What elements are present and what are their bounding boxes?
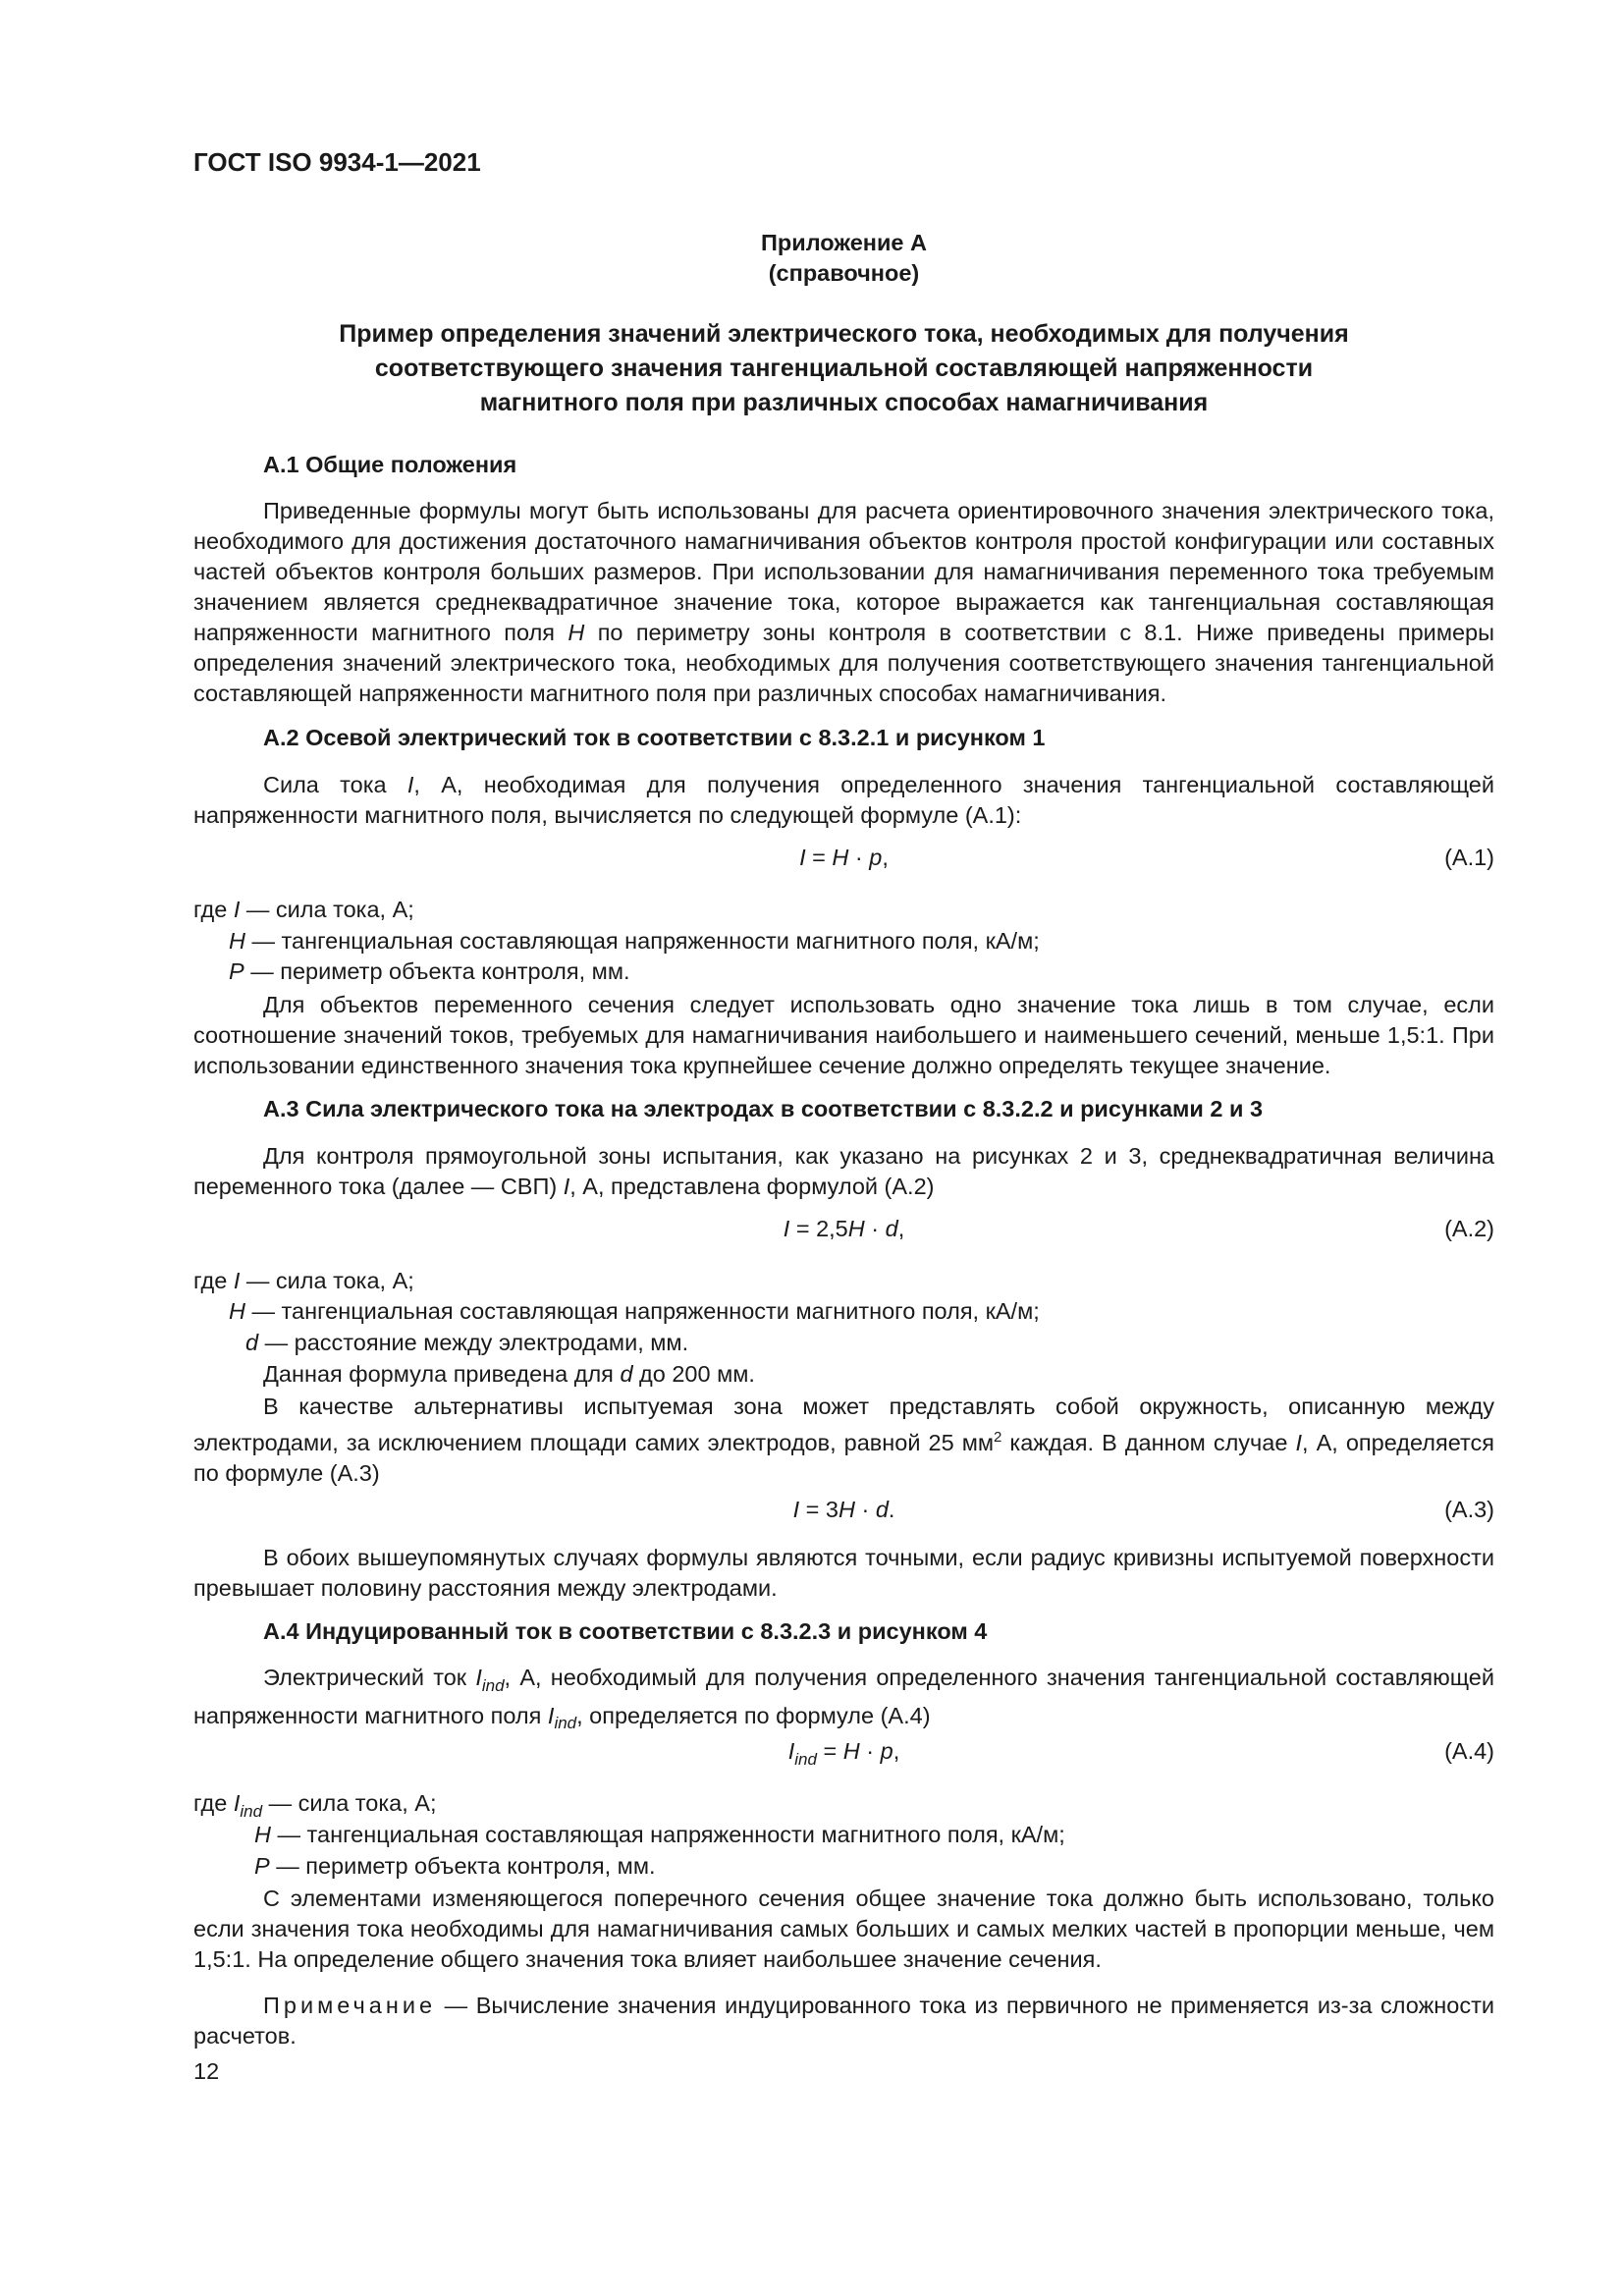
section-heading-a3: А.3 Сила электрического тока на электродах в соответствии с 8.3.2.2 и рисунками 2 и 3 [263,1096,1264,1121]
equation-number-a2: (А.2) [1444,1216,1494,1241]
where-item-p: P — периметр объекта контроля, мм. [229,958,630,984]
where-item-i-a3: где I — сила тока, А; [193,1268,414,1293]
paragraph-a2-2: Для объектов переменного сечения следует использовать одно значение тока лишь в том случае, если соотношение значений токов, требуемых для намагничивания наибольшего и наименьшего сечений, меньше 1,5:1. При использовании единственного значения тока крупнейшее сечение должно определять текущее значение. [193,992,1494,1078]
appendix-title-line-2: соответствующего значения тангенциальной составляющей напряженности [374,355,1314,382]
paragraph-a3-4: В обоих вышеупомянутых случаях формулы являются точными, если радиус кривизны испытуемой поверхности превышает половину расстояния между электродами. [193,1545,1494,1601]
where-item-iind: где $I_{ind}$ — сила тока, А; [193,1790,437,1821]
where-item-h: H — тангенциальная составляющая напряженности магнитного поля, кА/м; [229,928,1040,954]
where-item-h-a3: H — тангенциальная составляющая напряженности магнитного поля, кА/м; [229,1298,1040,1324]
equation-number-a4: (А.4) [1444,1738,1494,1764]
paragraph-a4-2: С элементами изменяющегося поперечного сечения общее значение тока должно быть использовано, только если значения тока необходимы для намагничивания самых больших и самых мелких частей в пропорции меньше, чем 1,5:1. На определение общего значения тока влияет наибольшее значение сечения. [193,1886,1494,1972]
where-item-h-a4: H — тангенциальная составляющая напряженности магнитного поля, кА/м; [254,1822,1065,1847]
paragraph-a3-2: Данная формула приведена для d до 200 мм. [263,1361,755,1387]
formula-a1: I = H · p, [799,845,889,870]
page-number: 12 [193,2058,220,2084]
appendix-title-line-1: Пример определения значений электрического тока, необходимых для получения [339,320,1349,348]
formula-a3: I = 3H · d. [792,1497,895,1522]
paragraph-a4-1: Электрический ток $I_{ind}$, А, необходимый для получения определенного значения тангенциальной составляющей напряженности магнитного поля $I_{ind}$, определяется по формуле (А.4) [193,1665,1494,1733]
section-heading-a1: А.1 Общие положения [263,452,517,477]
where-item-d-a3: d — расстояние между электродами, мм. [245,1330,689,1355]
formula-a2: I = 2,5H · d, [783,1216,905,1241]
appendix-type: (справочное) [768,260,920,286]
appendix-title-line-3: магнитного поля при различных способах намагничивания [479,389,1209,416]
formula-a4: $I_{ind} = H \cdot p$, [787,1738,900,1769]
paragraph-a1: Приведенные формулы могут быть использованы для расчета ориентировочного значения электрического тока, необходимого для достижения достаточного намагничивания объектов контроля простой конфигурации или составных частей объектов контроля больших размеров. При использовании для намагничивания переменного тока требуемым значением является среднеквадратичное значение тока, которое выражается как тангенциальная составляющая напряженности магнитного поля H по периметру зоны контроля в соответствии с 8.1. Ниже приведены примеры определения значений электрического тока, необходимых для получения соответствующего значения тангенциальной составляющей напряженности магнитного поля при различных способах намагничивания. [193,498,1494,706]
document-id: ГОСТ ISO 9934-1—2021 [193,147,481,177]
where-item-p-a4: P — периметр объекта контроля, мм. [254,1853,656,1879]
note: Примечание — Вычисление значения индуцированного тока из первичного не применяется из-за сложности расчетов. [193,1993,1494,2049]
paragraph-a3-1: Для контроля прямоугольной зоны испытания, как указано на рисунках 2 и 3, среднеквадратичная величина переменного тока (далее — СВП) I, А, представлена формулой (А.2) [193,1143,1494,1199]
where-item-i: где I — сила тока, А; [193,897,414,922]
appendix-label: Приложение А [761,230,927,255]
paragraph-a3-3: В качестве альтернативы испытуемая зона может представлять собой окружность, описанную между электродами, за исключением площади самих электродов, равной 25 $мм^2$ каждая. В данном случае I, А, определяется по формуле (А.3) [193,1394,1494,1486]
section-heading-a4: А.4 Индуцированный ток в соответствии с 8.3.2.3 и рисунком 4 [263,1618,988,1644]
equation-number-a3: (А.3) [1444,1497,1494,1522]
equation-number-a1: (А.1) [1444,845,1494,870]
paragraph-a2-1: Сила тока I, А, необходимая для получения определенного значения тангенциальной составляющей напряженности магнитного поля, вычисляется по следующей формуле (А.1): [193,772,1494,828]
section-heading-a2: А.2 Осевой электрический ток в соответствии с 8.3.2.1 и рисунком 1 [263,725,1046,750]
